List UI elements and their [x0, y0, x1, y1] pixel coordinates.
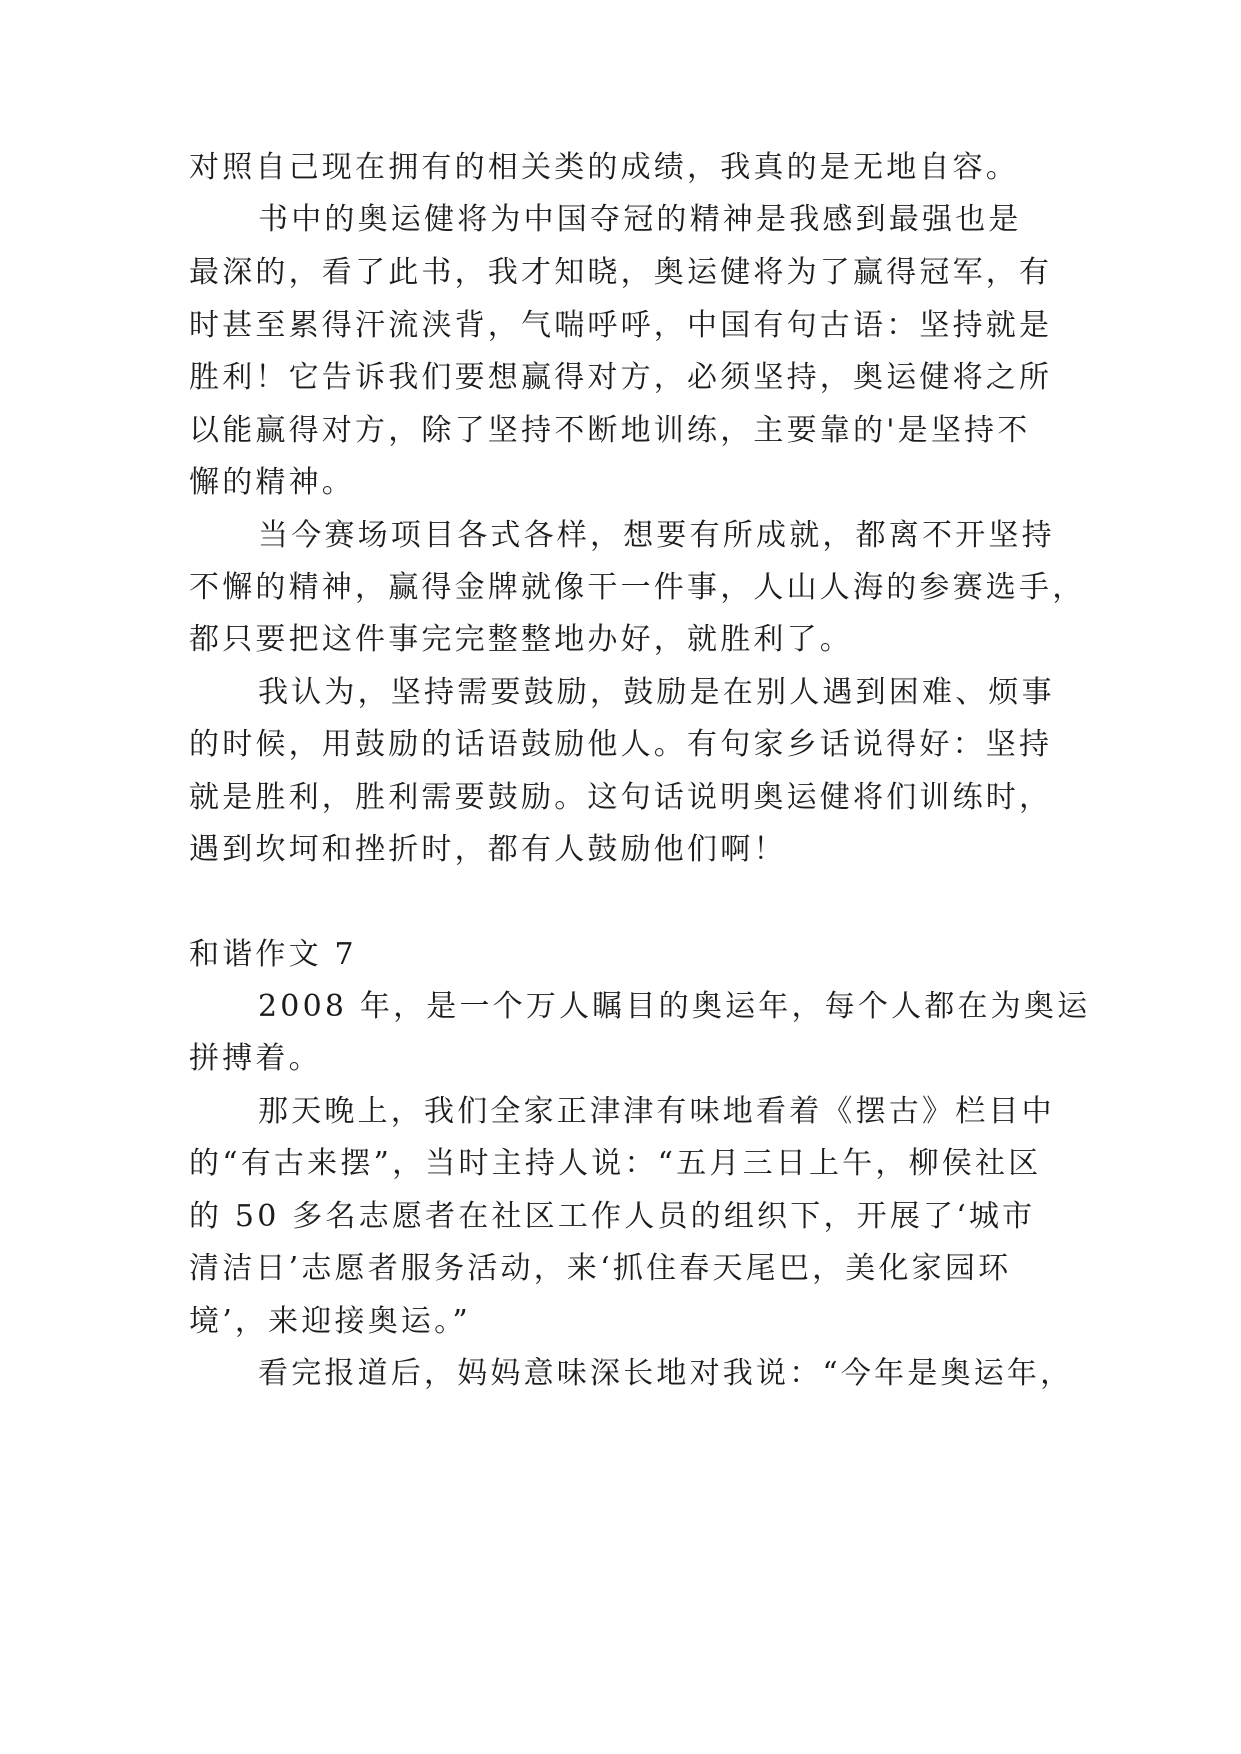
paragraph-start-line: 当今赛场项目各式各样，想要有所成就，都离不开坚持: [258, 518, 1055, 553]
text-line: 以能赢得对方，除了坚持不断地训练，主要靠的'是坚持不: [189, 413, 1031, 448]
paragraph-start-line: 看完报道后，妈妈意味深长地对我说：“今年是奥运年，: [258, 1356, 1074, 1391]
text-line: 遇到坎坷和挫折时，都有人鼓励他们啊！: [189, 832, 787, 867]
text-line: 的 50 多名志愿者在社区工作人员的组织下，开展了‘城市: [189, 1199, 1036, 1234]
text-line: 的“有古来摆”，当时主持人说：“五月三日上午，柳侯社区: [189, 1146, 1042, 1181]
text-line: 都只要把这件事完完整整地办好，就胜利了。: [189, 622, 853, 657]
paragraph-start-line: 那天晚上，我们全家正津津有味地看着《摆古》栏目中: [258, 1094, 1055, 1129]
text-line: 拼搏着。: [189, 1041, 322, 1076]
section-heading: 和谐作文 7: [189, 937, 357, 972]
text-line: 清洁日’志愿者服务活动，来‘抓住春天尾巴，美化家园环: [189, 1251, 1012, 1286]
text-line: 就是胜利，胜利需要鼓励。这句话说明奥运健将们训练时，: [189, 780, 1053, 815]
text-line: 胜利！它告诉我们要想赢得对方，必须坚持，奥运健将之所: [189, 360, 1053, 395]
paragraph-start-line: 我认为，坚持需要鼓励，鼓励是在别人遇到困难、烦事: [258, 675, 1055, 710]
text-line: 境’，来迎接奥运。”: [189, 1304, 471, 1339]
text-line: 时甚至累得汗流浃背，气喘呼呼，中国有句古语：坚持就是: [189, 308, 1053, 343]
text-line: 不懈的精神，赢得金牌就像干一件事，人山人海的参赛选手，: [189, 570, 1086, 605]
text-line: 的时候，用鼓励的话语鼓励他人。有句家乡话说得好：坚持: [189, 727, 1053, 762]
text-line: 最深的，看了此书，我才知晓，奥运健将为了赢得冠军，有: [189, 255, 1053, 290]
paragraph-start-line: 2008 年，是一个万人瞩目的奥运年，每个人都在为奥运: [258, 989, 1091, 1024]
text-line: 懈的精神。: [189, 465, 355, 500]
paragraph-start-line: 书中的奥运健将为中国夺冠的精神是我感到最强也是: [258, 202, 1022, 237]
text-line: 对照自己现在拥有的相关类的成绩，我真的是无地自容。: [189, 150, 1019, 185]
